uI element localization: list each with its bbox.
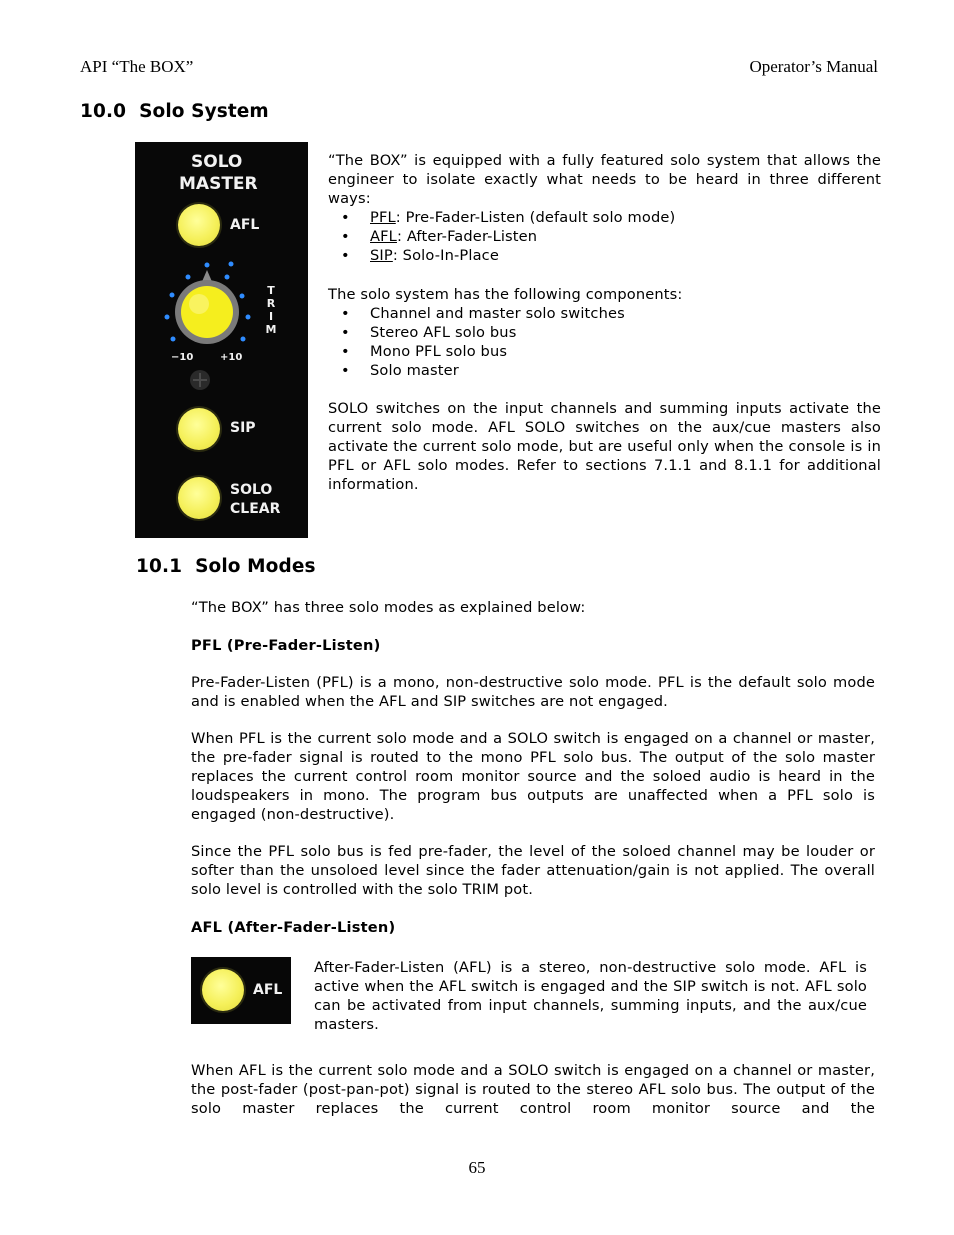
mode-desc: : Pre-Fader-Listen (default solo mode) xyxy=(395,209,676,226)
solo-switches-paragraph: SOLO switches on the input channels and summing inputs activate the current solo mode. AFL SOLO switches on the aux/cue masters also activate the current solo mode, but are useful only when the console is in PFL or AFL solo modes. Refer to sections 7.1.1 and 8.1.1 for additional information. xyxy=(328,400,881,493)
pfl-paragraph-3: Since the PFL solo bus is fed pre-fader, the level of the soloed channel may be louder or softer than the unsoloed level since the fader attenuation/gain is not applied. The overall solo level is controlled with the solo TRIM pot. xyxy=(191,843,875,898)
solo-system-intro: “The BOX” is equipped with a fully featured solo system that allows the engineer to isolate exactly what needs to be heard in three different ways: xyxy=(328,152,881,207)
trim-letter-t: T xyxy=(267,284,275,297)
panel-title-solo: SOLO xyxy=(191,152,243,172)
page-number: 65 xyxy=(468,1158,486,1177)
mode-abbr: PFL xyxy=(370,209,396,226)
solo-clear-label-line2: CLEAR xyxy=(230,501,281,517)
screw-icon xyxy=(188,368,212,392)
component-text: Mono PFL solo bus xyxy=(370,343,508,360)
mode-desc: : Solo-In-Place xyxy=(392,247,499,264)
trim-letter-m: M xyxy=(265,323,277,336)
trim-letter-i: I xyxy=(268,310,274,323)
mode-abbr: SIP xyxy=(370,247,393,264)
trim-letter-r: R xyxy=(266,297,276,310)
component-text: Solo master xyxy=(370,362,459,379)
pfl-heading: PFL (Pre-Fader-Listen) xyxy=(191,637,381,654)
section-heading-10-0: 10.0 Solo System xyxy=(80,101,269,122)
afl-button-icon xyxy=(202,969,244,1011)
afl-heading: AFL (After-Fader-Listen) xyxy=(191,919,396,936)
sip-button-label: SIP xyxy=(230,420,256,436)
mode-abbr: AFL xyxy=(370,228,397,245)
trim-label xyxy=(265,284,277,336)
solo-clear-label-line1: SOLO xyxy=(230,482,273,498)
afl-paragraph-2: When AFL is the current solo mode and a SOLO switch is engaged on a channel or master, the post-fader (post-pan-pot) signal is routed to the stereo AFL solo bus. The output of the solo master replaces the current control room monitor source and the xyxy=(191,1062,875,1117)
components-list xyxy=(328,304,881,380)
list-item: • SIP: Solo-In-Place xyxy=(341,247,499,264)
list-item: • Stereo AFL solo bus xyxy=(341,324,517,341)
solo-modes-list xyxy=(328,208,881,265)
list-item: • AFL: After-Fader-Listen xyxy=(341,228,538,245)
panel-title-master: MASTER xyxy=(179,174,258,194)
afl-button xyxy=(178,204,220,246)
solo-system-text xyxy=(328,151,881,494)
list-item: • Mono PFL solo bus xyxy=(341,343,508,360)
sip-button xyxy=(178,408,220,450)
solo-modes-text xyxy=(191,598,875,937)
afl-button-image xyxy=(191,957,291,1024)
component-text: Stereo AFL solo bus xyxy=(370,324,517,341)
afl-paragraph-1: After-Fader-Listen (AFL) is a stereo, non-destructive solo mode. AFL is active when the AFL switch is engaged and the SIP switch is not. AFL solo can be activated from input channels, summing inputs, and the aux/cue masters. xyxy=(314,959,867,1033)
pfl-paragraph-2: When PFL is the current solo mode and a SOLO switch is engaged on a channel or master, the pre-fader signal is routed to the mono PFL solo bus. The output of the solo master replaces the current control room monitor source and the soloed audio is heard in the loudspeakers in mono. The program bus outputs are unaffected when a PFL solo is engaged (non-destructive). xyxy=(191,730,875,823)
solo-clear-button xyxy=(178,477,220,519)
afl-button-label: AFL xyxy=(230,217,260,233)
trim-minus-label: −10 xyxy=(171,352,194,363)
component-text: Channel and master solo switches xyxy=(370,305,625,322)
solo-master-panel-image xyxy=(135,142,308,538)
list-item: • Solo master xyxy=(341,362,459,379)
components-intro: The solo system has the following components: xyxy=(328,286,683,303)
running-header-left: API “The BOX” xyxy=(80,57,194,76)
pfl-paragraph-1: Pre-Fader-Listen (PFL) is a mono, non-destructive solo mode. PFL is the default solo mode and is enabled when the AFL and SIP switches are not engaged. xyxy=(191,674,875,710)
list-item: • Channel and master solo switches xyxy=(341,305,625,322)
afl-image-label: AFL xyxy=(253,982,283,998)
solo-modes-intro: “The BOX” has three solo modes as explained below: xyxy=(191,599,586,616)
trim-plus-label: +10 xyxy=(220,352,243,363)
running-header-right: Operator’s Manual xyxy=(749,57,878,76)
section-heading-10-1: 10.1 Solo Modes xyxy=(136,556,316,577)
mode-desc: : After-Fader-Listen xyxy=(396,228,538,245)
list-item: • PFL: Pre-Fader-Listen (default solo mode) xyxy=(341,209,676,226)
